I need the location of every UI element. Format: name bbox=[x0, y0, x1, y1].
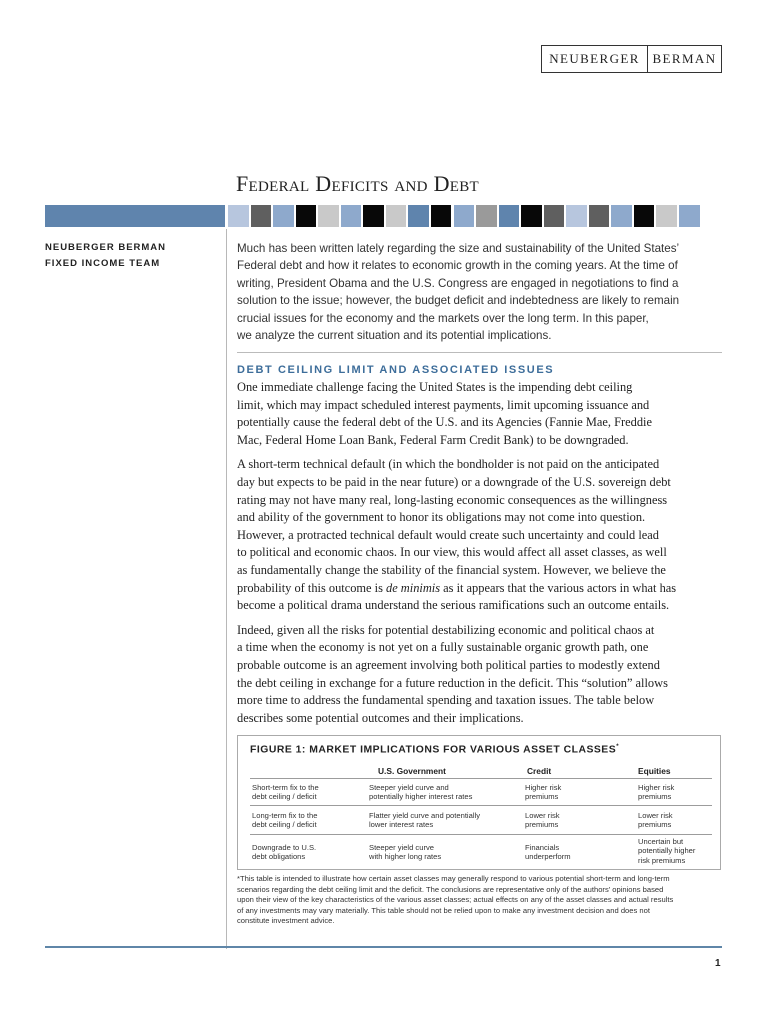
intro-paragraph bbox=[237, 240, 722, 344]
cell-us-government bbox=[369, 783, 472, 802]
color-block bbox=[431, 205, 452, 227]
paragraph-1 bbox=[237, 379, 722, 449]
cell-line: Uncertain but bbox=[638, 837, 684, 846]
intro-line: solution to the issue; however, the budget deficit and indebtedness are likely to remain bbox=[237, 294, 680, 308]
footnote-line: scenarios regarding the debt ceiling limit and the deficit. The conclusions are representative only of the authors’ opinions based bbox=[237, 884, 664, 894]
color-block bbox=[499, 205, 520, 227]
table-row bbox=[250, 805, 712, 834]
row-label bbox=[252, 811, 317, 830]
cell-line: Steeper yield curve and bbox=[369, 783, 449, 792]
figure-title bbox=[250, 744, 619, 755]
cell-credit bbox=[525, 843, 571, 862]
text-line: more time to address the fundamental spending and taxation issues. The table below bbox=[237, 693, 655, 708]
bar-long-segment bbox=[45, 205, 225, 227]
cell-equities bbox=[638, 783, 674, 802]
color-block bbox=[679, 205, 700, 227]
cell-line: Flatter yield curve and potentially bbox=[369, 811, 481, 820]
color-block-bar bbox=[45, 205, 722, 227]
intro-line: Federal debt and how it relates to economic growth in the coming years. At the time of bbox=[237, 259, 678, 273]
table-footnote bbox=[237, 874, 727, 927]
color-block bbox=[386, 205, 407, 227]
color-block bbox=[656, 205, 677, 227]
text-line: as it appears that the various actors in what has bbox=[440, 580, 677, 595]
cell-line: debt ceiling / deficit bbox=[252, 792, 317, 802]
cell-line: Steeper yield curve bbox=[369, 843, 435, 852]
implications-table bbox=[250, 765, 712, 869]
table-row bbox=[250, 834, 712, 869]
text-line: to political and economic chaos. In our view, this would affect all asset classes, as well bbox=[237, 545, 667, 560]
cell-line: Higher risk bbox=[638, 783, 675, 792]
intro-line: Much has been written lately regarding the size and sustainability of the United States’ bbox=[237, 242, 680, 255]
logo-left-word: NEUBERGER bbox=[542, 46, 648, 72]
text-line: probable outcome is an agreement involving both political parties to modestly extend bbox=[237, 657, 660, 672]
footer-rule bbox=[45, 946, 722, 948]
cell-line: Lower risk bbox=[638, 811, 673, 820]
author-line-1: NEUBERGER BERMAN bbox=[45, 242, 167, 253]
cell-line: Downgrade to U.S. bbox=[252, 843, 317, 852]
italic-phrase: de minimis bbox=[386, 580, 441, 595]
table-row bbox=[250, 778, 712, 805]
cell-line: Financials bbox=[525, 843, 560, 852]
text-line: A short-term technical default (in which the bondholder is not paid on the anticipated bbox=[237, 457, 660, 472]
body-text bbox=[237, 379, 722, 734]
row-label bbox=[252, 843, 316, 862]
footnote-line: *This table is intended to illustrate how certain asset classes may generally respond to various potential short-term and long-term bbox=[237, 874, 670, 883]
cell-equities bbox=[638, 837, 695, 865]
cell-line: potentially higher interest rates bbox=[369, 792, 473, 802]
page-number: 1 bbox=[715, 958, 721, 969]
column-divider bbox=[226, 229, 227, 949]
page-title: Federal Deficits and Debt bbox=[236, 171, 480, 196]
paragraph-2 bbox=[237, 456, 722, 614]
color-block bbox=[566, 205, 587, 227]
cell-line: Higher risk bbox=[525, 783, 562, 792]
text-line: However, a protracted technical default would create such uncertainty and could lead bbox=[237, 527, 659, 542]
text-line: rating may not have many real, long-lasting economic consequences as the willingness bbox=[237, 492, 668, 507]
color-block bbox=[589, 205, 610, 227]
cell-line: premiums bbox=[638, 792, 672, 802]
text-line: limit, which may impact scheduled interest payments, limit upcoming issuance and bbox=[237, 397, 650, 412]
logo-right-word: BERMAN bbox=[652, 51, 717, 66]
table-header-row bbox=[250, 765, 712, 778]
cell-line: premiums bbox=[638, 820, 672, 830]
author-line-2: FIXED INCOME TEAM bbox=[45, 258, 161, 269]
text-line: Mac, Federal Home Loan Bank, Federal Farm Credit Bank) to be downgraded. bbox=[237, 432, 629, 447]
text-line: the debt ceiling in exchange for a future reduction in the deficit. This “solution” allows bbox=[237, 675, 668, 690]
color-block bbox=[454, 205, 475, 227]
color-block bbox=[544, 205, 565, 227]
text-line: as fundamentally change the stability of the financial system. However, we believe the bbox=[237, 562, 666, 577]
paragraph-3 bbox=[237, 622, 722, 728]
color-block bbox=[363, 205, 384, 227]
intro-line: we analyze the current situation and its potential implications. bbox=[237, 329, 552, 343]
color-block bbox=[318, 205, 339, 227]
text-line: potentially cause the federal debt of the U.S. and its Agencies (Fannie Mae, Freddie bbox=[237, 415, 652, 430]
footnote-line: constitute investment advice. bbox=[237, 916, 335, 926]
color-block bbox=[228, 205, 249, 227]
intro-line: crucial issues for the economy and the markets over the long term. In this paper, bbox=[237, 311, 649, 325]
figure-title-mark: * bbox=[616, 744, 620, 750]
cell-credit bbox=[525, 811, 560, 830]
intro-line: writing, President Obama and the U.S. Congress are engaged in negotiations to find a bbox=[237, 276, 679, 290]
column-header-credit: Credit bbox=[527, 766, 552, 776]
cell-line: debt ceiling / deficit bbox=[252, 820, 317, 830]
text-line: day but expects to be paid in the near future) or a downgrade of the U.S. sovereign debt bbox=[237, 474, 671, 489]
text-line: a time when the economy is not yet on a fully sustainable organic growth path, one bbox=[237, 640, 649, 655]
intro-divider bbox=[237, 352, 722, 353]
cell-us-government bbox=[369, 843, 441, 862]
column-header-us-government: U.S. Government bbox=[378, 766, 446, 776]
cell-line: with higher long rates bbox=[369, 852, 442, 862]
color-block bbox=[341, 205, 362, 227]
color-block bbox=[296, 205, 317, 227]
figure-title-text: FIGURE 1: MARKET IMPLICATIONS FOR VARIOUS ASSET CLASSES bbox=[250, 744, 617, 756]
cell-line: underperform bbox=[525, 852, 571, 862]
text-line: Indeed, given all the risks for potential destabilizing economic and political chaos at bbox=[237, 622, 655, 637]
color-block bbox=[273, 205, 294, 227]
color-block bbox=[611, 205, 632, 227]
section-heading: DEBT CEILING LIMIT AND ASSOCIATED ISSUES bbox=[237, 364, 555, 376]
text-line: probability of this outcome is bbox=[237, 580, 387, 595]
color-block bbox=[251, 205, 272, 227]
color-block bbox=[634, 205, 655, 227]
neuberger-berman-logo bbox=[541, 45, 722, 73]
column-header-equities: Equities bbox=[638, 766, 671, 776]
cell-line: premiums bbox=[525, 792, 559, 802]
cell-line: premiums bbox=[525, 820, 559, 830]
row-label bbox=[252, 783, 319, 802]
footnote-line: upon their view of the key characteristics of the various asset classes; actual effects on any of the asset classes and actual results bbox=[237, 895, 674, 905]
cell-line: Short-term fix to the bbox=[252, 783, 319, 792]
cell-credit bbox=[525, 783, 561, 802]
cell-line: lower interest rates bbox=[369, 820, 434, 830]
cell-line: potentially higher bbox=[638, 846, 696, 856]
cell-line: Long-term fix to the bbox=[252, 811, 318, 820]
author-sidebar bbox=[45, 240, 166, 272]
cell-us-government bbox=[369, 811, 480, 830]
color-block bbox=[521, 205, 542, 227]
text-line: One immediate challenge facing the United States is the impending debt ceiling bbox=[237, 380, 633, 394]
color-block bbox=[476, 205, 497, 227]
footnote-line: of any investments may vary materially. This table should not be relied upon to make any investment decision and does not bbox=[237, 905, 650, 915]
cell-line: Lower risk bbox=[525, 811, 560, 820]
cell-line: debt obligations bbox=[252, 852, 306, 862]
cell-equities bbox=[638, 811, 673, 830]
text-line: and ability of the government to honor its obligations may not come into question. bbox=[237, 510, 646, 525]
cell-line: risk premiums bbox=[638, 855, 686, 865]
text-line: describes some potential outcomes and their implications. bbox=[237, 710, 524, 725]
text-line: become a political drama understand the serious ramifications such an outcome entails. bbox=[237, 598, 670, 613]
color-block bbox=[408, 205, 429, 227]
